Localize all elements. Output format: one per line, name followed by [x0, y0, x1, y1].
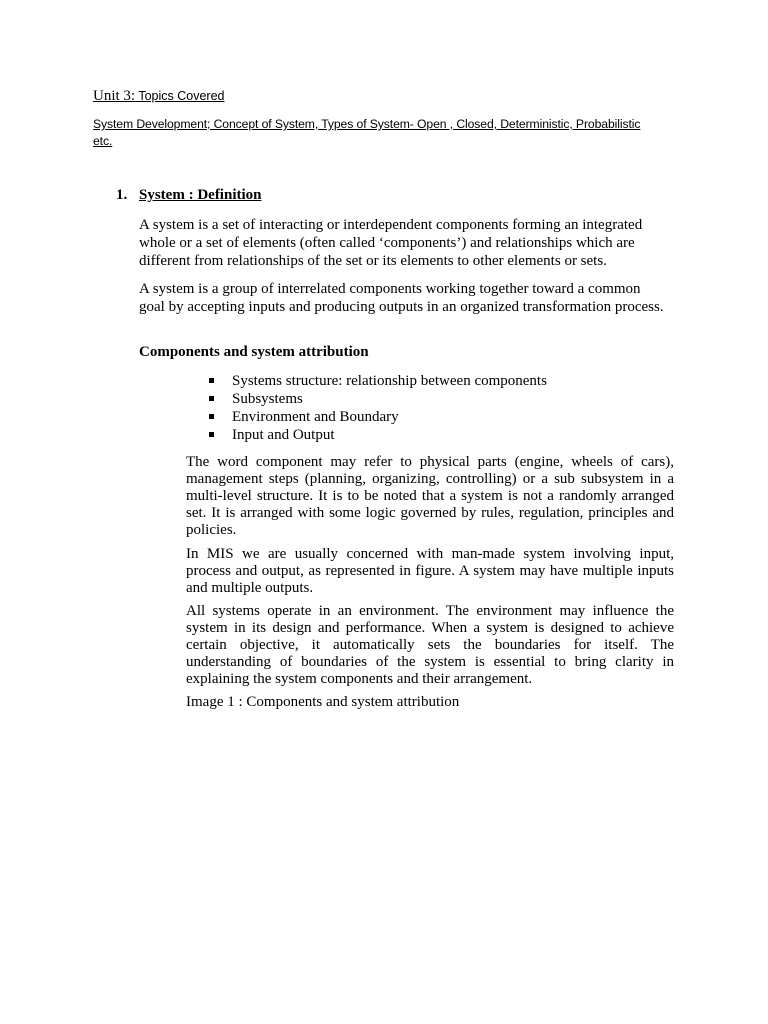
image-caption: Image 1 : Components and system attribution [186, 694, 460, 710]
definition-paragraph: A system is a set of interacting or interdependent components forming an integrated whole or a set of elements (often called ‘components’) and relationships which are different from relationships of the set or its elements to other elements or sets. [139, 217, 643, 269]
list-item [208, 390, 547, 408]
unit-label: Unit 3: [93, 88, 136, 104]
subsection-heading: Components and system attribution [139, 344, 369, 360]
list-item-text: Environment and Boundary [232, 409, 399, 425]
attribute-list [208, 372, 547, 444]
section-heading [116, 187, 262, 204]
list-item-text: Subsystems [232, 391, 303, 407]
list-item-text: Input and Output [232, 427, 335, 443]
section-number: 1. [116, 187, 128, 203]
list-item [208, 372, 547, 390]
list-item-text: Systems structure: relationship between components [232, 373, 547, 389]
list-item [208, 408, 547, 426]
list-item [208, 426, 547, 444]
detail-paragraph: All systems operate in an environment. The environment may influence the system in its design and performance. When a system is designed to achieve certain objective, it automatically sets the boundaries for itself. The understanding of boundaries of the system is essential to bring clarity in explaining the system components and their arrangement. [186, 603, 674, 687]
square-bullet-icon [209, 414, 214, 419]
square-bullet-icon [209, 432, 214, 437]
definition-paragraph: A system is a group of interrelated components working together toward a common goal by accepting inputs and producing outputs in an organized transformation process. [139, 281, 664, 315]
unit-subtitle: Topics Covered [135, 89, 225, 103]
topics-covered-text: System Development; Concept of System, Types of System- Open , Closed, Deterministic, Probabilistic etc. [93, 117, 641, 148]
detail-paragraph: In MIS we are usually concerned with man-made system involving input, process and output, as represented in figure. A system may have multiple inputs and multiple outputs. [186, 546, 674, 596]
section-title: System : Definition [139, 187, 262, 203]
unit-heading [93, 87, 225, 105]
square-bullet-icon [209, 378, 214, 383]
detail-paragraph: The word component may refer to physical parts (engine, wheels of cars), management steps (planning, organizing, controlling) or a sub subsystem in a multi-level structure. It is to be noted that a system is not a randomly arranged set. It is arranged with some logic governed by rules, regulation, principles and policies. [186, 454, 674, 538]
square-bullet-icon [209, 396, 214, 401]
